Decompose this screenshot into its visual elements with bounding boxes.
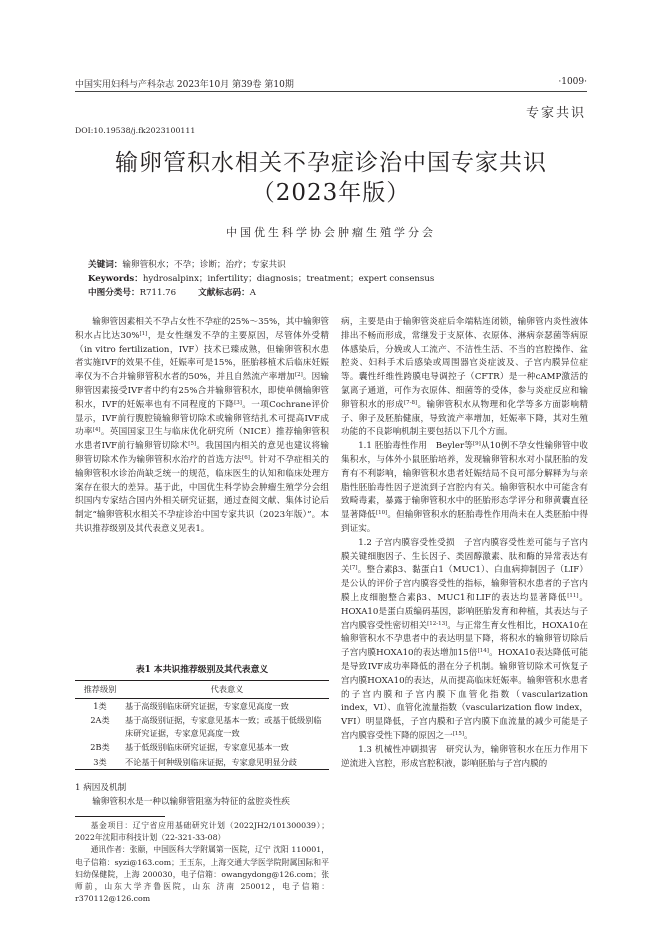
corresponding-authors: 通讯作者：张颐，中国医科大学附属第一医院，辽宁 沈阳 110001，电子信箱：syzi@163.com；王玉东，上海交通大学医学院附属国际和平妇幼保健院，上海 200030，电子信箱：owangydong@126.com；张师前，山东大学齐鲁医院，山东 济南 250012，电子信箱：r370112@126.com xyxy=(75,845,329,904)
subsection-1-2 xyxy=(341,537,588,744)
title-line-1: 输卵管积水相关不孕症诊治中国专家共识 xyxy=(115,150,547,176)
recommendation-table xyxy=(75,680,329,770)
section-1-intro: 输卵管积水是一种以输卵管阻塞为特征的盆腔炎性疾 xyxy=(92,796,290,807)
footnotes xyxy=(75,820,329,905)
table-header-meaning: 代表意义 xyxy=(210,684,244,694)
citation-marker: [5] xyxy=(188,441,197,448)
keywords-en-label: Keywords： xyxy=(88,274,143,284)
citation-marker: [9] xyxy=(473,441,481,448)
citation-marker: [11] xyxy=(567,592,579,599)
subsection-1-3-heading: 1.3 机械性冲刷损害 xyxy=(358,744,438,755)
citation-marker: [10] xyxy=(375,510,388,517)
section-1-heading: 1 病因及机制 xyxy=(75,783,127,793)
subsection-1-1-text: Beyler等[9]从10例不孕女性输卵管中收集积水，与体外小鼠胚胎培养，发现输卵管积水对小鼠胚胎的发育有不利影响，输卵管积水患者妊娠结局不良可部分解释为与亲脂性胚胎毒性因子逆流到子宫腔内有关。输卵管积水中可能含有致畸毒素，暴露于输卵管积水中的胚胎形态学评分和卵黄囊直径显著降低[10]。但输卵管积水的胚胎毒性作用尚未在人类胚胎中得到证实。 xyxy=(341,441,589,534)
keywords-cn-label: 关键词： xyxy=(88,260,123,270)
subsection-1-2-heading: 1.2 子宫内膜容受性受损 xyxy=(358,537,455,548)
subsection-1-3 xyxy=(341,744,588,772)
citation-marker: [7] xyxy=(349,565,358,572)
title-line-2: （2023年版） xyxy=(251,180,411,206)
clc-label: 中图分类号： xyxy=(88,288,140,298)
keywords-en-value: hydrosalpinx；infertility；diagnosis；treatment；expert consensus xyxy=(142,274,435,284)
funding-note: 基金项目：辽宁省应用基础研究计划（2022JH2/101300039）；2022年沈阳市科技计划（22-321-33-08） xyxy=(75,821,329,843)
citation-marker: [1] xyxy=(139,330,148,337)
table-cell-level: 1类 xyxy=(93,700,107,711)
left-column-intro xyxy=(75,316,329,537)
keywords-cn xyxy=(88,259,587,272)
citation-marker: [6] xyxy=(242,454,250,461)
citation-marker: [7-8] xyxy=(403,399,418,406)
table-row xyxy=(75,713,329,740)
citation-marker: [4] xyxy=(92,427,101,434)
author-organization: 中国优生科学协会肿瘤生殖学分会 xyxy=(226,226,436,239)
citation-marker: [2] xyxy=(295,372,303,379)
table-cell-level: 2B类 xyxy=(90,742,110,752)
doi: DOI:10.19538/j.fk2023100111 xyxy=(75,126,196,135)
table-title: 表1 本共识推荐级别及其代表意义 xyxy=(135,665,269,675)
citation-marker: [3] xyxy=(234,399,242,406)
table-cell-level: 2A类 xyxy=(90,715,110,725)
table-1 xyxy=(75,662,329,770)
journal-info: 中国实用妇科与产科杂志 2023年10月 第39卷 第10期 xyxy=(75,80,294,90)
keywords-cn-value: 输卵管积水；不孕；诊断；治疗；专家共识 xyxy=(122,260,286,270)
page-number: ·1009· xyxy=(558,77,587,87)
header-rule xyxy=(75,91,587,92)
section-tag: 专家共识 xyxy=(525,106,586,121)
article-title xyxy=(75,148,587,208)
footnote-rule xyxy=(75,816,165,817)
table-row xyxy=(75,740,329,755)
right-column xyxy=(341,316,588,771)
citation-marker: [15] xyxy=(452,730,465,737)
section-1-left xyxy=(75,782,329,810)
subsection-1-1 xyxy=(341,440,588,537)
doc-code-label: 文献标志码： xyxy=(198,288,250,298)
intro-paragraph: 输卵管因素相关不孕占女性不孕症的25%～35%，其中输卵管积水占比达30%[1]，是女性继发不孕的主要原因，尽管体外受精（in vitro fertilization，IVF）技术已臻成熟，但输卵管积水患者实施IVF的效果不佳，妊娠率可是15%，胚胎移植术后临床妊娠率仅为不合并输卵管积水者的50%，并且自然流产率增加[2]。因输卵管因素接受IVF者中约有25%合并输卵管积水，即使单侧输卵管积水，IVF的妊娠率也有不同程度的下降[3]。一项Cochrane评价显示，IVF前行腹腔镜输卵管切除术或输卵管结扎术可提高IVF成功率[4]。英国国家卫生与临床优化研究所（NICE）推荐输卵管积水患者IVF前行输卵管切除术[5]。我国国内相关的意见也建议将输卵管切除术作为输卵管积水治疗的首选方法[6]。针对不孕症相关的输卵管积水诊治尚缺乏统一的规范，临床医生的认知和临床处理方案存在很大的差异。基于此，中国优生科学协会肿瘤生殖学分会组织国内专家结合国内外相关研究证据，通过查阅文献、集体讨论后制定“输卵管积水相关不孕症诊治中国专家共识（2023年版）”。本共识推荐级别及其代表意义见表1。 xyxy=(75,317,329,534)
subsection-1-2-text: 子宫内膜容受性差可能与子宫内膜关键细胞因子、生长因子、类固醇激素、肽和酶的异常表达有关[7]。整合素β3、黏蛋白1（MUC1）、白血病抑制因子（LIF）是公认的评价子宫内膜容受性的指标，输卵管积水患者的子宫内膜上皮细胞整合素β3、MUC1和LIF的表达均显著降低[11]。HOXA10是蛋白质编码基因，影响胚胎发育和种植，其表达与子宫内膜容受性密切相关[12-13]。与正常生育女性相比，HOXA10在输卵管积水不孕患者中的表达明显下降，将积水的输卵管切除后子宫内膜HOXA10的表达增加15倍[14]。HOXA10表达降低可能是导致IVF成功率降低的潜在分子机制。输卵管切除术可恢复子宫内膜HOXA10的表达，从而提高临床妊娠率。输卵管积水患者的子宫内膜和子宫内膜下血管化指数（vascularization index，VI）、血管化流量指数（vascularization flow index，VFI）明显降低，子宫内膜和子宫内膜下血流量的减少可能是子宫内膜容受性下降的原因之一[15]。 xyxy=(341,537,588,741)
citation-marker: [14] xyxy=(477,648,489,655)
table-cell-meaning: 不论基于何种级别临床证据，专家意见明显分歧 xyxy=(125,756,297,767)
keywords-en xyxy=(88,273,587,286)
table-cell-meaning: 基于高级别证据，专家意见基本一致；或基于低级别临床研究证据，专家意见高度一致 xyxy=(125,715,322,738)
table-header-level: 推荐级别 xyxy=(83,684,117,694)
table-cell-meaning: 基于高级别临床研究证据，专家意见高度一致 xyxy=(125,700,289,711)
table-row xyxy=(75,755,329,770)
classification xyxy=(88,287,587,300)
doc-code-value: A xyxy=(249,288,256,298)
citation-marker: [12-13] xyxy=(427,620,448,627)
table-row xyxy=(75,698,329,713)
section-1-continued: 病，主要是由于输卵管炎症后伞端粘连闭锁，输卵管内炎性液体排出不畅而形成，常继发于支原体、衣原体、淋病奈瑟菌等病原体感染后，分娩或人工流产、不洁性生活、不当的宫腔操作、盆腔炎、妇科手术后感染或周围器官炎症波及、子宫内膜异位症等。囊性纤维性跨膜电导调控子（CFTR）是一种cAMP激活的氯离子通道，可作为衣原体、细菌等的受体，参与炎症反应和输卵管积水的形成[7-8]。输卵管积水从物理和化学等多方面影响精子、卵子及胚胎健康，导致流产率增加，妊娠率下降，其对生殖功能的不良影响机制主要包括以下几个方面。 xyxy=(341,317,588,438)
subsection-1-3-text: 研究认为，输卵管积水在压力作用下逆流进入宫腔，形成宫腔积液，影响胚胎与子宫内膜的 xyxy=(341,744,588,769)
clc-value: R711.76 xyxy=(139,288,177,298)
table-cell-level: 3类 xyxy=(93,756,107,767)
subsection-1-1-heading: 1.1 胚胎毒性作用 xyxy=(358,441,428,452)
running-header xyxy=(75,77,587,91)
table-cell-meaning: 基于低级别临床研究证据，专家意见基本一致 xyxy=(125,742,289,752)
table-header-row xyxy=(75,681,329,699)
